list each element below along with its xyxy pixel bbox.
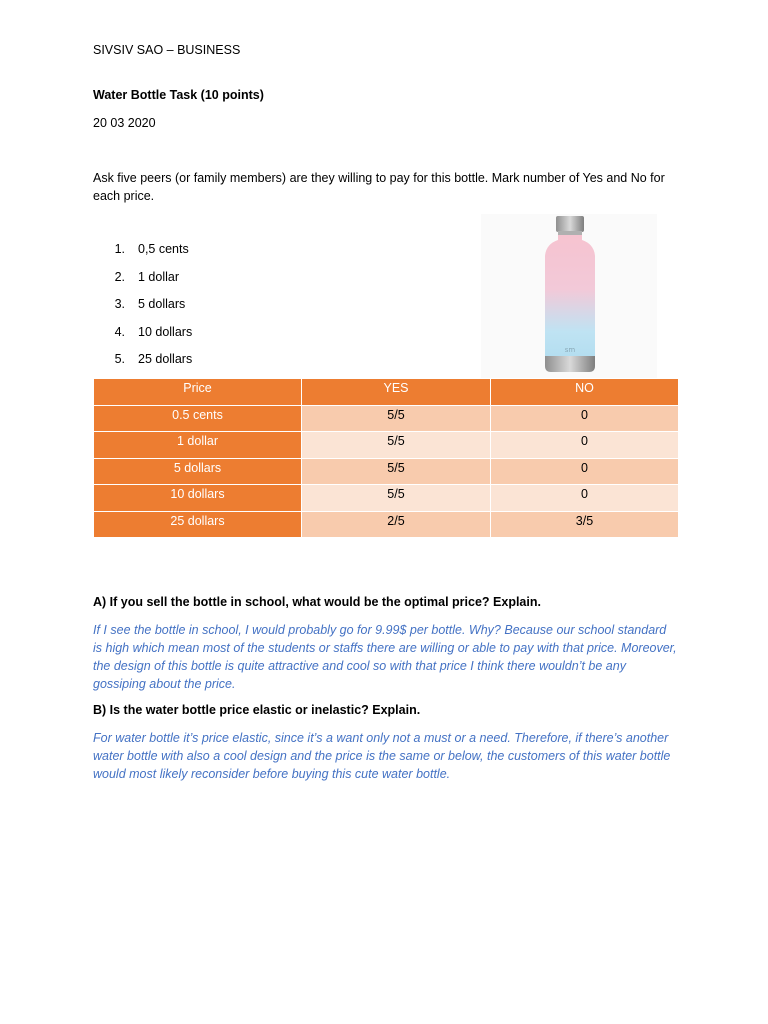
yes-cell: 5/5 — [302, 458, 491, 485]
water-bottle-icon — [481, 214, 657, 378]
price-cell: 25 dollars — [94, 511, 302, 538]
question-a: A) If you sell the bottle in school, what would be the optimal price? Explain. — [93, 595, 541, 609]
question-b: B) Is the water bottle price elastic or inelastic? Explain. — [93, 703, 421, 717]
price-cell: 5 dollars — [94, 458, 302, 485]
table-row — [94, 458, 679, 485]
bottle-logo: sm — [564, 346, 576, 354]
bottle-image — [481, 214, 657, 378]
price-cell: 10 dollars — [94, 485, 302, 512]
price-list — [93, 240, 192, 378]
answer-b: For water bottle it’s price elastic, since it’s a want only not a must or a need. Therefore, if there’s another water bottle with also a cool design and the price is the same or below, the customers of this water bottle would most likely reconsider before buying this cute water bottle. — [93, 731, 671, 781]
price-cell: 1 dollar — [94, 432, 302, 459]
no-cell: 0 — [491, 458, 679, 485]
table-row — [94, 485, 679, 512]
list-item: 3. 5 dollars — [114, 297, 186, 311]
no-cell: 0 — [491, 432, 679, 459]
yes-cell: 5/5 — [302, 405, 491, 432]
list-item: 1. 0,5 cents — [114, 242, 189, 256]
instructions: Ask five peers (or family members) are they willing to pay for this bottle. Mark number of Yes and No for each price. — [93, 171, 665, 203]
task-date: 20 03 2020 — [93, 116, 156, 130]
no-cell: 0 — [491, 405, 679, 432]
col-header-yes: YES — [302, 379, 491, 406]
table-header-row — [94, 379, 679, 406]
table-row — [94, 511, 679, 538]
table-row — [94, 405, 679, 432]
table-row — [94, 432, 679, 459]
col-header-no: NO — [491, 379, 679, 406]
col-header-price: Price — [94, 379, 302, 406]
no-cell: 3/5 — [491, 511, 679, 538]
document-header: SIVSIV SAO – BUSINESS — [93, 43, 241, 57]
list-item: 5. 25 dollars — [114, 352, 193, 366]
list-item: 2. 1 dollar — [114, 269, 179, 284]
survey-table — [93, 378, 679, 538]
list-item: 4. 10 dollars — [114, 324, 193, 339]
task-title: Water Bottle Task (10 points) — [93, 88, 264, 102]
price-cell: 0.5 cents — [94, 405, 302, 432]
yes-cell: 5/5 — [302, 485, 491, 512]
yes-cell: 2/5 — [302, 511, 491, 538]
no-cell: 0 — [491, 485, 679, 512]
yes-cell: 5/5 — [302, 432, 491, 459]
answer-a: If I see the bottle in school, I would probably go for 9.99$ per bottle. Why? Because our school standard is high which mean most of the students or staffs there are willing or able to pay with that price. Moreover, the design of this bottle is quite attractive and cool so with that price I think there wouldn’t be any gossiping about the price. — [93, 623, 677, 691]
